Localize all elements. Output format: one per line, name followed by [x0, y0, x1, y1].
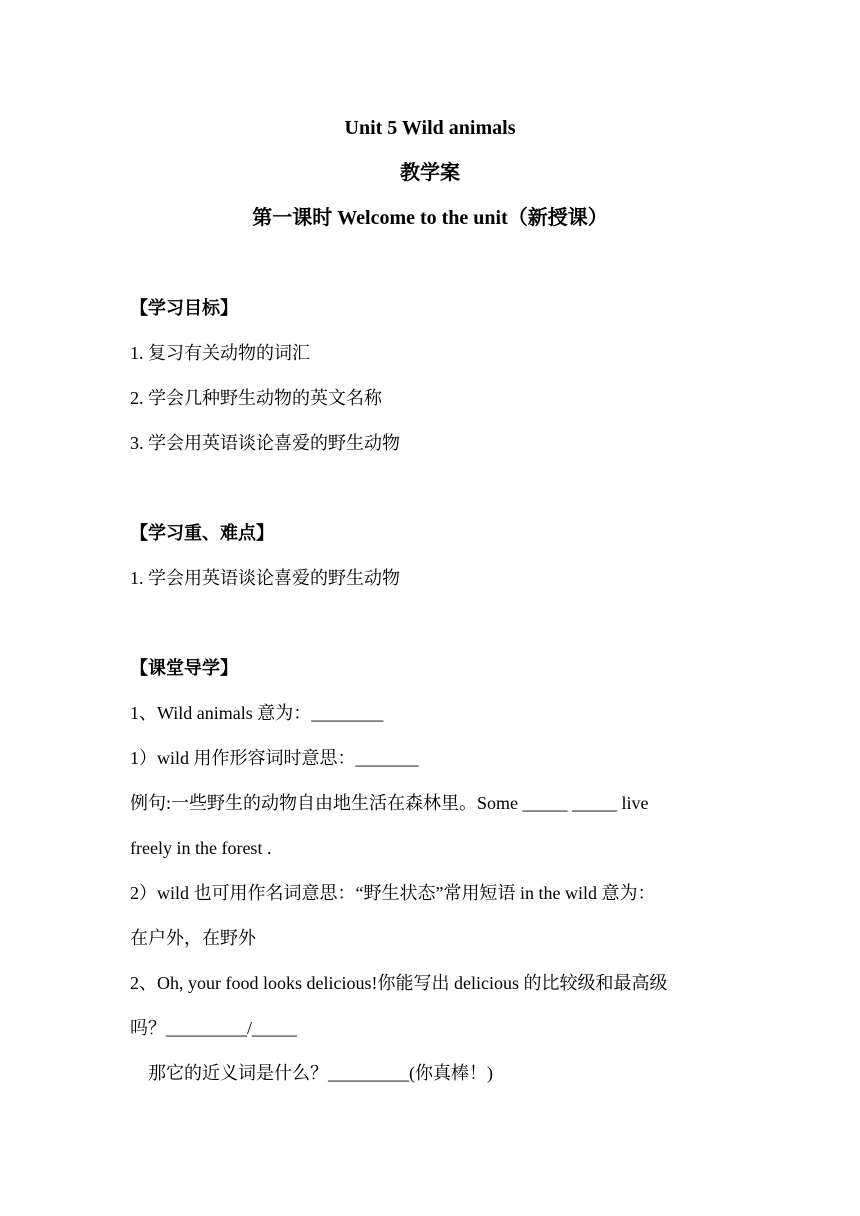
keypoints-heading: 【学习重、难点】	[130, 523, 274, 543]
keypoint-item: 1. 学会用英语谈论喜爱的野生动物	[130, 568, 400, 588]
guide-line: 例句:一些野生的动物自由地生活在森林里。Some _____ _____ live	[130, 793, 649, 813]
guide-line: 吗？_________/_____	[130, 1018, 298, 1038]
unit-title: Unit 5 Wild animals	[344, 117, 516, 139]
guide-line: 2）wild 也可用作名词意思：“野生状态”常用短语 in the wild 意为：	[130, 883, 656, 903]
goals-heading: 【学习目标】	[130, 298, 238, 318]
goal-item: 1. 复习有关动物的词汇	[130, 343, 310, 363]
lesson-title: 第一课时 Welcome to the unit（新授课）	[252, 207, 608, 229]
guide-line: 在户外，在野外	[130, 928, 256, 948]
plan-title: 教学案	[400, 162, 460, 184]
guide-heading: 【课堂导学】	[130, 658, 238, 678]
guide-line: freely in the forest .	[130, 838, 272, 858]
goal-item: 3. 学会用英语谈论喜爱的野生动物	[130, 433, 400, 453]
guide-line: 1）wild 用作形容词时意思：_______	[130, 748, 419, 768]
guide-line: 2、Oh, your food looks delicious!你能写出 delicious 的比较级和最高级	[130, 973, 668, 993]
guide-line: 1、Wild animals 意为：________	[130, 703, 384, 723]
goal-item: 2. 学会几种野生动物的英文名称	[130, 388, 382, 408]
guide-line: 那它的近义词是什么？_________(你真棒！)	[130, 1063, 493, 1083]
